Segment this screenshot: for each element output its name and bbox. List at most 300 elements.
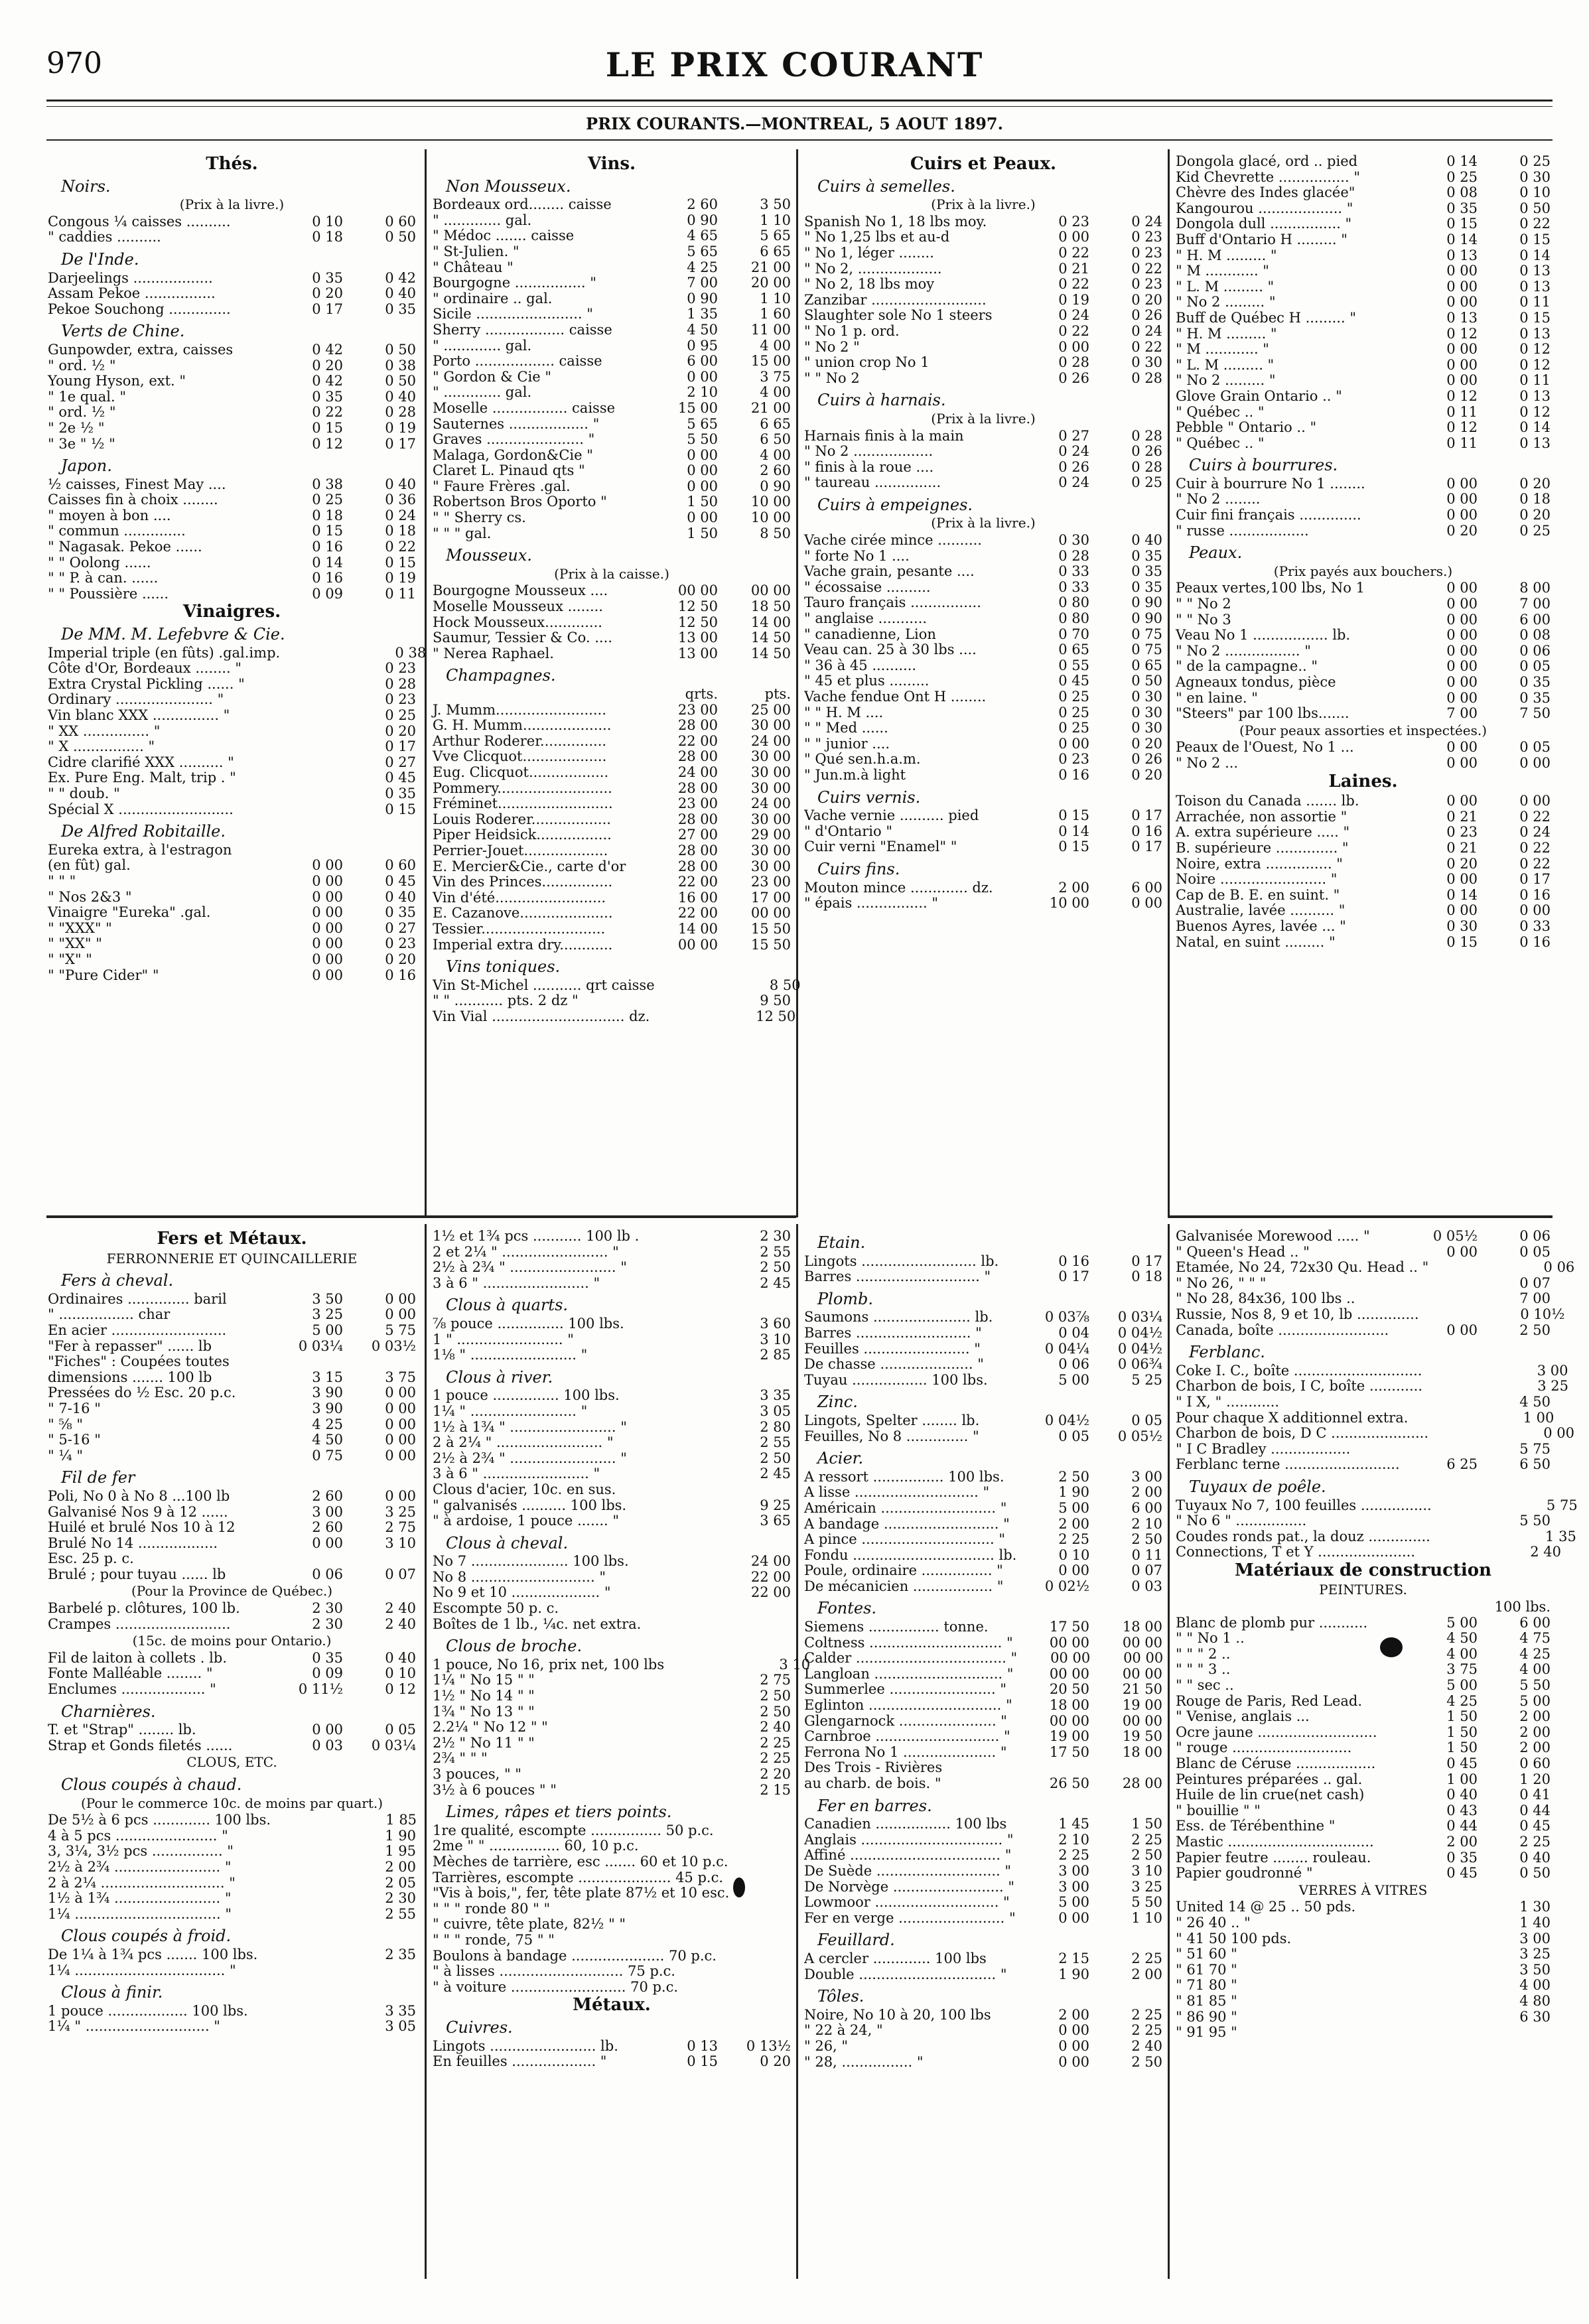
price-min: 24 00 [677,764,718,780]
item-label: " Nagasak. Pekoe ...... [48,539,202,555]
item-label: " à lisses ............................ 75 p.c. [433,1963,675,1980]
price-min [270,1551,343,1567]
price-min: 0 12 [1446,325,1478,342]
price-min [645,1601,718,1617]
item-label: Eureka extra, à l'estragon [48,841,232,858]
item-label: Galvanisé Nos 9 à 12 ...... [48,1503,228,1520]
item-label: Kangourou ................... " [1176,200,1353,216]
item-label: De mécanicien .................. " [804,1578,1004,1594]
price-row [1176,612,1551,628]
item-label: 2.2¼ " No 12 " " [433,1719,548,1736]
item-label: Tarrières, escompte ..................... 45 p.c. [433,1869,724,1885]
price-max: 24 00 [750,1553,791,1570]
price-row [433,260,791,276]
price-row [48,1812,416,1828]
price-max: 3 65 [760,1513,791,1529]
price-row [48,214,416,230]
item-label: Des Trois - Rivières [804,1759,943,1776]
price-row [804,824,1162,840]
item-label: Pressées do ½ Esc. 20 p.c. [48,1385,236,1401]
price-row [804,1951,1162,1967]
price-max: 2 50 [760,1259,791,1276]
section-note: (Prix à la livre.) [931,196,1036,213]
price-max: 30 00 [750,748,791,765]
price-max: 5 50 [1131,1894,1162,1911]
price-max: 0 15 [1519,231,1551,247]
item-label: Barbelé p. clôtures, 100 lb. [48,1600,240,1617]
price-max: 0 41 [1519,1787,1551,1803]
price-min: 0 00 [1446,674,1478,690]
price-min [1405,1291,1478,1307]
price-min [645,1767,718,1783]
price-max: 0 45 [385,872,416,889]
item-label: " No 2 ......... " [1176,294,1276,310]
price-min: 0 09 [312,585,343,602]
price-min: 0 42 [312,341,343,358]
price-row [433,1751,791,1767]
price-row [804,308,1162,324]
price-row [1176,1947,1551,1962]
price-max: 3 50 [760,196,791,213]
subsection-heading: Charnières. [61,1702,156,1721]
item-label: ⅞ pouce ............... 100 lbs. [433,1315,624,1332]
item-label: 2 à 2¼ " ........................ " [433,1434,614,1451]
price-min: 0 11 [1446,435,1478,451]
subsection-heading: Clous coupés à chaud. [61,1775,242,1794]
item-label: Summerlee ........................ " [804,1681,1006,1698]
price-row [1176,1291,1551,1307]
price-min: 0 00 [1058,338,1089,355]
item-label: Bordeaux ord........ caisse [433,196,612,213]
item-label: "Vis à bois,", fer, tête plate 87½ et 10 esc. [433,1885,730,1901]
price-min: 0 15 [312,523,343,539]
ink-blot [1380,1637,1403,1657]
price-row [433,244,791,260]
price-min: 0 28 [1058,547,1089,564]
item-label: " M ............ " [1176,341,1269,358]
price-min: 0 21 [1446,839,1478,856]
price-min [1405,2025,1478,2041]
price-row [804,580,1162,596]
price-row [48,708,416,724]
item-label: " No 2 ........ [1176,491,1261,508]
item-label: Ordinaires .............. baril [48,1290,227,1307]
item-label: Connections, T et Y ...................... [1176,1544,1416,1560]
price-max: 3 75 [385,1369,416,1385]
price-min: 10 00 [1049,895,1089,912]
price-min: 22 00 [677,905,718,922]
price-row [1176,1662,1551,1678]
price-max: 0 03½ [371,1337,416,1354]
price-min [270,1844,343,1860]
price-row [48,1947,416,1963]
price-min: 0 55 [1058,657,1089,673]
price-min: 1 00 [1446,1771,1478,1787]
item-label: Canada, boîte ......................... [1176,1322,1389,1338]
price-max: 1 90 [385,1827,416,1844]
price-row [804,1816,1162,1832]
section-divider [46,1215,796,1218]
item-label: Moselle Mousseux ........ [433,598,603,615]
price-row [48,342,416,358]
price-row [433,432,791,448]
price-max: 1 40 [1519,1914,1551,1931]
price-max: 7 00 [1519,1290,1551,1307]
item-label: A. extra supérieure ..... " [1176,824,1350,841]
price-min: 0 75 [312,1447,343,1464]
price-max: 0 44 [1519,1802,1551,1818]
item-label: " No 2 ......... " [1176,372,1276,389]
price-row [433,1245,791,1261]
item-label: En acier .......................... [48,1322,227,1338]
price-row [804,768,1162,784]
price-max: 30 00 [750,842,791,858]
price-row [48,1354,416,1370]
price-min [1422,1379,1495,1395]
subsection-heading: Cuivres. [446,2017,513,2037]
price-row [48,555,416,571]
price-min: 28 00 [677,811,718,827]
item-label: 1½ et 1¾ pcs ........... 100 lb . [433,1228,640,1244]
price-max: 0 24 [1131,213,1162,230]
price-row [804,642,1162,658]
price-min: 23 00 [677,795,718,812]
price-min: 0 06 [1058,1356,1089,1373]
price-min: 6 25 [1446,1456,1478,1473]
price-max: 4 00 [1519,1661,1551,1678]
price-row [48,389,416,405]
price-max: 24 00 [750,795,791,812]
price-max: 2 80 [760,1418,791,1435]
price-max: 0 23 [1131,276,1162,293]
price-row [1176,1850,1551,1866]
price-max: 2 20 [760,1766,791,1782]
price-max: 4 00 [1519,1977,1551,1994]
price-min: 3 00 [312,1503,343,1520]
price-min: 1 50 [1446,1740,1478,1756]
item-label: 1¼ .................................. " [48,1962,236,1978]
item-label: Charbon de bois, D C ...................... [1176,1425,1429,1442]
price-max: 0 27 [385,754,416,770]
price-max: 0 30 [1131,704,1162,720]
item-label [433,687,645,703]
price-min: 00 00 [1050,1650,1091,1667]
price-max: 3 10 [385,1535,416,1551]
price-min: 0 13 [687,2037,718,2054]
price-row [48,802,416,818]
item-label: T. et "Strap" ........ lb. [48,1722,196,1738]
item-label: Pommery.......................... [433,780,612,796]
price-max: 2 55 [760,1243,791,1260]
item-label: " Québec .. " [1176,403,1265,420]
section-note: VERRES À VITRES [1298,1881,1428,1898]
subsection-heading: Clous à finir. [61,1983,163,2002]
item-label: "Steers" par 100 lbs....... [1176,705,1349,722]
price-max: 7 00 [1519,596,1551,612]
price-row [804,1579,1162,1595]
price-row [433,1513,791,1529]
item-label: Double ............................... " [804,1966,1007,1982]
price-row [433,937,791,953]
price-row [1176,644,1551,659]
price-max: 0 28 [385,404,416,421]
price-row [804,1310,1162,1326]
price-row [1176,201,1551,217]
price-row [433,718,791,734]
item-label: " à voiture .......................... 70 p.c. [433,1978,679,1995]
price-row [1176,1709,1551,1725]
price-min [1428,1426,1501,1442]
item-label: " anglaise ........... [804,610,928,627]
price-min: 0 42 [312,373,343,389]
price-min: 3 15 [312,1369,343,1385]
price-max: 0 20 [1131,291,1162,308]
price-max: 0 11 [385,585,416,602]
price-max [718,1933,791,1948]
item-label: " " ........... pts. 2 dz " [433,992,579,1009]
item-label: Sherry .................. caisse [433,321,612,338]
price-min: 0 28 [1058,354,1089,371]
price-min [1405,1962,1478,1978]
price-max [1089,1760,1162,1776]
price-min [645,1751,718,1767]
item-label: 2 à 2¼ ............................ " [48,1874,236,1891]
price-min [645,1704,718,1720]
price-min: 1 50 [687,494,718,510]
subsection-heading: Vins toniques. [446,957,561,977]
price-min: 0 11½ [298,1681,343,1698]
price-max: 2 25 [1131,1831,1162,1848]
price-max: 0 23 [385,935,416,952]
column-teas [48,154,427,983]
price-min: 28 00 [677,858,718,874]
item-label: " Gordon & Cie " [433,368,551,385]
price-max: 29 00 [750,827,791,843]
item-label: Noire, extra ............... " [1176,855,1343,872]
price-max: 15 50 [750,936,791,953]
price-min [645,1585,718,1601]
price-max: 10 00 [750,494,791,510]
price-max: 0 28 [1131,370,1162,386]
price-max: 0 05 [1519,658,1551,675]
price-row [433,599,791,615]
price-min [675,1964,748,1980]
item-label: Australie, lavée .......... " [1176,902,1346,919]
price-min [645,1736,718,1751]
price-min: 4 25 [687,259,718,275]
item-label: 1¼ " ............................ " [48,2018,220,2035]
price-max: 0 26 [1131,751,1162,768]
item-label: " russe .................. [1176,522,1309,539]
price-min: 0 13 [1446,247,1478,263]
price-max: 0 25 [1131,474,1162,491]
item-label: " bouillie " " [1176,1802,1261,1818]
item-label: Boulons à bandage ..................... 70 p.c. [433,1947,717,1964]
price-min: 0 14 [1446,886,1478,903]
item-label: Sauternes .................. " [433,415,600,432]
item-label: 1 pouce ............... 100 lbs. [433,1387,620,1404]
price-row [48,921,416,937]
subsection-heading: Cuirs vernis. [817,787,921,807]
price-min [1415,1544,1488,1560]
price-row [1176,1647,1551,1663]
item-label: Vin Vial .............................. dz. [433,1008,650,1024]
subsection-heading: Fers à cheval. [61,1271,174,1290]
price-row [804,1967,1162,1983]
item-label: Ferblanc terne .......................... [1176,1456,1400,1473]
subsection-heading: Zinc. [817,1393,858,1412]
item-label: " I X, " ............ [1176,1393,1280,1410]
price-row [1176,856,1551,872]
price-min: 0 24 [1058,474,1089,491]
subsection-heading: Cuirs à empeignes. [817,495,973,514]
item-label: " Nerea Raphael. [433,645,554,661]
item-label: Buenos Ayres, lavée ... " [1176,918,1346,934]
price-max: 3 00 [1519,1930,1551,1947]
item-label: Peintures préparées .. gal. [1176,1771,1363,1787]
price-max: 0 11 [1519,294,1551,310]
price-min: 2 30 [312,1615,343,1632]
item-label: " " " 3 .. [1176,1661,1231,1678]
price-min: 0 00 [1446,580,1478,596]
price-row [433,1466,791,1482]
item-label: Bourgogne Mousseux .... [433,582,608,599]
price-min: 0 23 [1446,824,1478,841]
price-min: 0 00 [1446,754,1478,771]
price-min: 22 00 [677,874,718,890]
price-min: 0 10 [1058,1546,1090,1563]
price-row [433,2054,791,2070]
item-label: 1½ à 1¾ ........................ " [48,1890,232,1907]
item-label: Coltness .............................. " [804,1634,1013,1651]
price-min: 4 00 [1446,1645,1478,1662]
price-min: 0 00 [1446,596,1478,612]
price-row [433,630,791,646]
price-min: 22 00 [677,732,718,749]
price-row [804,1501,1162,1517]
item-label: Affiné .................................. " [804,1847,1012,1864]
price-min: 20 50 [1049,1681,1089,1698]
price-row [804,1651,1162,1667]
price-min: 5 00 [1058,1371,1089,1388]
price-min: 3 00 [1058,1862,1089,1879]
price-row [804,1548,1162,1564]
price-max: 0 90 [760,478,791,494]
price-max: 0 33 [1519,918,1551,934]
price-max: 0 35 [385,785,416,801]
price-max: 0 06 [1519,1228,1551,1244]
price-min: 1 50 [1446,1724,1478,1740]
item-label: " Québec .. " [1176,435,1265,451]
price-max: 2 25 [1131,1950,1162,1966]
price-row [1176,1803,1551,1819]
price-row [1176,248,1551,264]
subsection-heading: Fil de fer [61,1468,135,1487]
price-max: 2 25 [760,1750,791,1767]
price-max: 0 22 [1131,338,1162,355]
price-min: 0 00 [312,967,343,983]
price-row [1176,935,1551,951]
item-label: Huile de lin crue(net cash) [1176,1787,1365,1803]
section-note: (Prix à la livre.) [179,196,285,213]
price-min: 1 35 [687,306,718,322]
item-label: Lingots .......................... lb. [804,1253,999,1269]
ink-blot [733,1878,745,1897]
item-label: " ordinaire .. gal. [433,290,553,307]
item-label: " d'Ontario " [804,823,892,839]
price-min: 0 25 [1058,704,1089,720]
price-min: 4 50 [1446,1630,1478,1647]
price-row [48,905,416,921]
item-label: " écossaise .......... [804,579,931,595]
item-label: Arrachée, non assortie " [1176,808,1347,825]
item-label: Escompte 50 p. c. [433,1600,559,1617]
item-label: Glengarnock ...................... " [804,1712,1007,1729]
price-min [645,1332,718,1348]
price-max: 2 60 [760,462,791,479]
price-row [1176,888,1551,904]
price-max: 1 85 [385,1812,417,1828]
price-min [645,1420,718,1436]
price-min: 0 38 [312,476,343,492]
price-row [433,1704,791,1720]
item-label: Pour chaque X additionnel extra. [1176,1409,1409,1426]
price-row [804,1341,1162,1357]
price-max: 14 50 [750,630,791,646]
item-label: Brulé No 14 .................. [48,1535,218,1551]
item-label: Kid Chevrette ................ " [1176,169,1360,185]
subsection-heading: De l'Inde. [61,249,139,269]
price-row [804,658,1162,674]
subsection-heading: Clous coupés à froid. [61,1927,232,1946]
price-max: 0 40 [385,1649,416,1666]
price-row [48,1401,416,1417]
price-row [48,1385,416,1401]
item-label: " ¼ " [48,1447,84,1464]
price-row [433,1601,791,1617]
item-label [1176,1600,1405,1615]
price-row [1176,508,1551,523]
price-row [48,358,416,374]
price-min [717,1948,790,1964]
price-row [433,1347,791,1363]
price-min: 0 00 [1058,1909,1089,1926]
price-row [433,1332,791,1348]
price-max: 2 00 [385,1858,416,1875]
price-max: 0 07 [1131,1562,1162,1579]
price-row [433,796,791,812]
item-label: Huilé et brulé Nos 10 à 12 [48,1519,236,1536]
item-label: " " Poussière ...... [48,585,169,602]
price-max: 00 00 [750,582,791,599]
item-label: " ............. gal. [433,337,532,354]
item-label: 1 pouce, No 16, prix net, 100 lbs [433,1656,665,1673]
price-max: 1 35 [1545,1528,1576,1544]
item-label: 3½ à 6 pouces " " [433,1781,557,1798]
price-min: 0 30 [1446,918,1478,934]
price-row [48,1520,416,1536]
price-row [804,1269,1162,1285]
price-row [433,322,791,338]
subsection-heading: De MM. M. Lefebvre & Cie. [61,625,285,644]
price-row [433,874,791,890]
item-label: Tuyau ................. 100 lbs. [804,1371,988,1388]
price-min: 0 00 [312,888,343,905]
price-min: 0 26 [1058,370,1089,386]
price-min: 0 45 [1446,1755,1478,1771]
price-min [1419,1307,1492,1323]
price-max: 0 28 [385,675,416,692]
